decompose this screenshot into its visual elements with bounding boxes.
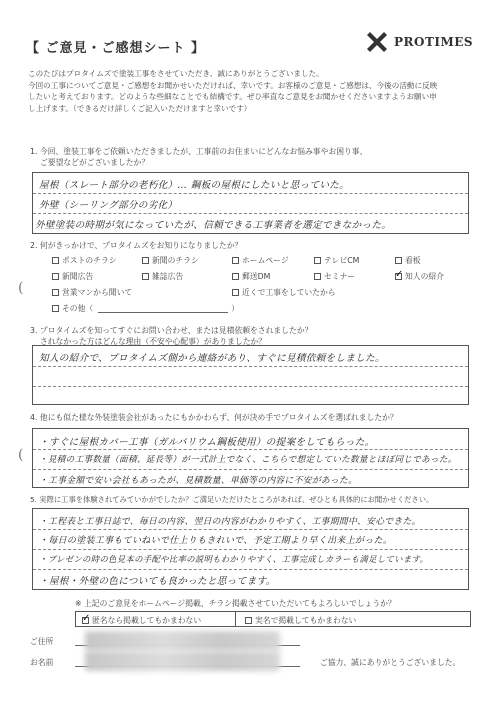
checkbox-checked[interactable]: [395, 273, 402, 280]
checkbox[interactable]: [314, 257, 321, 264]
checkbox[interactable]: [232, 289, 239, 296]
question-5-text: 5. 実際に工事を体験されてみていかがでしたか？ご満足いただけたところがあれば、ぜひとも具体的にお聞かせください。: [30, 495, 434, 504]
question-2: [30, 240, 242, 251]
handwritten-answer: ・屋根・外壁の色についても良かったと思ってます。: [39, 576, 276, 587]
question-4: [30, 412, 398, 423]
ruled-line: [33, 213, 468, 214]
option-label: テレビCM: [324, 256, 360, 265]
option-label: 郵送DM: [242, 272, 271, 281]
checkbox[interactable]: [142, 257, 149, 264]
question-1-line: 1. 今回、塗装工事をご依頼いただきましたが、工事前のお住まいにどんなお悩み事やお困り事、: [30, 147, 368, 156]
option-label: セミナー: [324, 272, 356, 281]
option-magazine-ad[interactable]: [142, 271, 183, 282]
checkbox[interactable]: [52, 305, 59, 312]
intro-line: したいと考えております。どのような些細なことでも結構です。ぜひ率直なご意見をお聞かせくださいますようお願い申: [28, 92, 437, 101]
option-acquaintance[interactable]: [395, 271, 444, 282]
ruled-line: [33, 569, 468, 570]
note-mark: ※: [75, 599, 85, 608]
option-close-paren: ）: [231, 304, 239, 313]
ruled-line: [33, 549, 468, 550]
option-label: 新聞広告: [62, 272, 94, 281]
option-label: 実名で掲載してもかまわない: [255, 616, 357, 625]
option-label: その他（: [62, 304, 94, 313]
option-label: 新聞のチラシ: [152, 256, 199, 265]
name-label: お名前: [30, 658, 54, 667]
option-seminar[interactable]: [314, 271, 355, 282]
name-redaction: [85, 651, 280, 671]
checkbox-checked[interactable]: [82, 617, 89, 624]
consent-text: 上記のご意見をホームページ掲載、チラシ掲載させていただいてもよろしいでしょうか？: [84, 599, 396, 608]
handwritten-answer: 知人の紹介で、プロタイムズ側から連絡があり、すぐに見積依頼をしました。: [39, 353, 385, 364]
handwritten-answer: ・工事金額で安い会社もあったが、見積数量、単価等の内容に不安があった。: [39, 476, 358, 486]
question-3-line: されなかった方はどんな理由（不安や心配事）がありましたか？: [40, 337, 267, 346]
question-1: [30, 146, 367, 168]
publication-consent-question: [75, 598, 396, 609]
handwritten-answer: 屋根（スレート部分の老朽化）… 鋼板の屋根にしたいと思っていた。: [39, 180, 350, 191]
option-label: 知人の紹介: [405, 272, 444, 281]
ruled-line: [33, 449, 468, 450]
intro-line: し上げます。（できるだけ詳しくご記入いただけますと幸いです）: [28, 103, 252, 113]
sheet-title: 【 ご意見・ご感想シート 】: [26, 41, 206, 56]
checkbox[interactable]: [52, 257, 59, 264]
ruled-line: [33, 386, 468, 387]
option-label: 看板: [405, 256, 421, 265]
handwritten-answer: 外壁塗装の時期が気になっていたが、信頼できる工事業者を選定できなかった。: [35, 220, 392, 231]
option-label: ポストのチラシ: [62, 256, 117, 265]
checkbox[interactable]: [232, 273, 239, 280]
option-newspaper-flyer[interactable]: [142, 255, 199, 266]
handwritten-answer: 外壁（シーリング部分の劣化）: [39, 200, 178, 211]
intro-text: [28, 68, 478, 114]
option-other[interactable]: [52, 303, 239, 314]
option-post-flyer[interactable]: [52, 255, 117, 266]
ruled-line: [33, 193, 468, 194]
checkbox[interactable]: [232, 257, 239, 264]
ruled-line: [33, 469, 468, 470]
answer-box-3: [32, 345, 469, 405]
question-1-line: ご要望などがございましたか？: [40, 158, 150, 167]
handwritten-answer: ・毎日の塗装工事もていねいで仕上りもきれいで、予定工期より早く出来上がった。: [39, 536, 393, 546]
option-label: 雑誌広告: [152, 272, 184, 281]
answer-box-1: [32, 172, 469, 234]
question-5: [30, 494, 433, 505]
margin-mark: (: [18, 280, 24, 296]
question-4-text: 4. 他にも似た様な外装塗装会社があったにもかかわらず、何が決め手でプロタイムズを選ばれましたか？: [30, 413, 398, 422]
checkbox[interactable]: [52, 289, 59, 296]
option-newspaper-ad[interactable]: [52, 271, 93, 282]
answer-box-4: [32, 428, 469, 488]
checkbox[interactable]: [142, 273, 149, 280]
question-3: [30, 325, 312, 347]
handwritten-answer: ・すぐに屋根カバー工事（ガルバリウム鋼板使用）の提案をしてもらった。: [39, 437, 375, 448]
margin-mark: (: [18, 447, 24, 463]
option-real-name[interactable]: [245, 615, 356, 626]
option-label: ホームページ: [242, 256, 289, 265]
option-anonymous[interactable]: [82, 615, 201, 626]
consent-divider: [235, 611, 236, 627]
other-input[interactable]: [98, 305, 228, 313]
checkbox[interactable]: [52, 273, 59, 280]
option-label: 営業マンから聞いて: [62, 288, 133, 297]
ruled-line: [33, 529, 468, 530]
address-redaction: [85, 631, 280, 651]
protimes-logo: [365, 30, 473, 54]
option-nearby-work[interactable]: [232, 287, 336, 298]
intro-line: 今回の工事についてご意見・ご感想をお聞かせいただければ、幸いです。お客様のご意見・ご感想は、今後の活動に反映: [28, 80, 438, 90]
ruled-line: [33, 366, 468, 367]
question-3-line: 3. プロタイムズを知ってすぐにお問い合わせ、または見積依頼をされましたか？: [30, 326, 313, 335]
intro-line: このたびはプロタイムズで塗装工事をさせていただき、誠にありがとうございました。: [28, 69, 324, 78]
thanks-text: ご協力、誠にありがとうございました。: [320, 658, 461, 667]
option-mail-dm[interactable]: [232, 271, 270, 282]
checkbox[interactable]: [245, 617, 252, 624]
option-homepage[interactable]: [232, 255, 289, 266]
answer-box-5: [32, 508, 469, 590]
handwritten-answer: ・見積の工事数量（面積、延長等）が一式計上でなく、こちらで想定していた数量とほぼ同じであった。: [39, 455, 457, 465]
question-2-text: 2. 何がきっかけで、プロタイムズをお知りになりましたか？: [30, 241, 243, 250]
checkbox[interactable]: [395, 257, 402, 264]
logo-text: PROTIMES: [394, 35, 474, 49]
handwritten-answer: ・工程表と工事日誌で、毎日の内容、翌日の内容がわかりやすく、工事期間中、安心できた。: [39, 517, 421, 527]
option-label: 匿名なら掲載してもかまわない: [92, 616, 202, 625]
protimes-logo-icon: [365, 30, 389, 54]
handwritten-answer: ・プレゼンの時の色見本の手配や比率の説明もわかりやすく、工事完成しカラーも満足しています。: [39, 554, 429, 564]
option-sales-rep[interactable]: [52, 287, 132, 298]
option-signboard[interactable]: [395, 255, 421, 266]
option-tv-cm[interactable]: [314, 255, 359, 266]
option-label: 近くで工事をしていたから: [242, 288, 336, 297]
address-label: ご住所: [30, 637, 54, 646]
checkbox[interactable]: [314, 273, 321, 280]
